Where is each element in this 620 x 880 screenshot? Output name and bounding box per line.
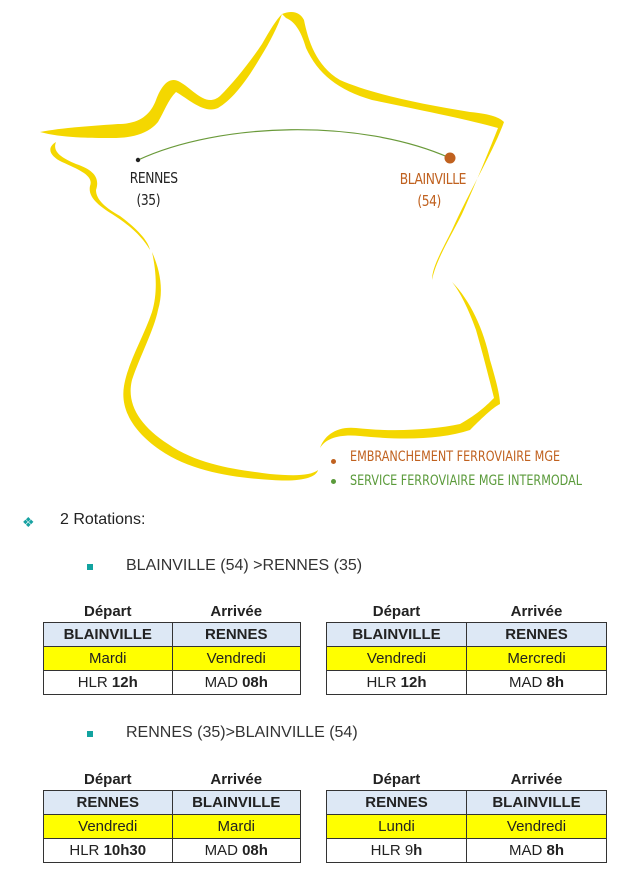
time-value: 12h xyxy=(111,674,138,691)
col-depart: Départ xyxy=(372,602,421,620)
depart-city: RENNES xyxy=(327,791,467,815)
depart-time xyxy=(327,671,467,695)
col-arrivee: Arrivée xyxy=(510,770,563,788)
city-name: BLAINVILLE xyxy=(399,170,467,188)
depart-time xyxy=(327,839,467,863)
col-depart: Départ xyxy=(83,602,132,620)
legend-embranchement: EMBRANCHEMENT FERROVIAIRE MGE xyxy=(350,449,561,465)
diamond-bullet-icon: ❖ xyxy=(22,514,35,530)
arrivee-time xyxy=(172,839,301,863)
time-value: 12h xyxy=(400,674,427,691)
col-arrivee: Arrivée xyxy=(210,602,263,620)
city-label-blainville xyxy=(396,168,470,212)
rotation-title: RENNES (35)>BLAINVILLE (54) xyxy=(126,724,358,741)
depart-time xyxy=(44,671,173,695)
legend-service: SERVICE FERROVIAIRE MGE INTERMODAL xyxy=(350,473,582,489)
time-prefix: MAD xyxy=(508,674,547,691)
time-prefix: MAD xyxy=(204,842,243,859)
route-line xyxy=(138,130,450,160)
square-bullet-icon xyxy=(87,731,93,737)
arrivee-day: Vendredi xyxy=(172,647,301,671)
arrivee-city: BLAINVILLE xyxy=(172,791,301,815)
square-bullet-icon xyxy=(87,564,93,570)
city-dept: (35) xyxy=(136,191,161,209)
schedule-table xyxy=(43,768,301,863)
arrivee-city: BLAINVILLE xyxy=(467,791,607,815)
col-arrivee: Arrivée xyxy=(210,770,263,788)
time-prefix: MAD xyxy=(508,842,547,859)
time-value: 8h xyxy=(546,842,564,859)
time-value: 08h xyxy=(242,842,268,859)
depart-city: RENNES xyxy=(44,791,173,815)
depart-city: BLAINVILLE xyxy=(44,623,173,647)
arrivee-time xyxy=(172,671,301,695)
city-label-rennes xyxy=(125,167,182,211)
arrivee-time xyxy=(467,839,607,863)
time-prefix: MAD xyxy=(204,674,243,691)
col-depart: Départ xyxy=(83,770,132,788)
depart-day: Vendredi xyxy=(44,815,173,839)
time-value: h xyxy=(413,842,423,859)
col-depart: Départ xyxy=(372,770,421,788)
arrivee-day: Vendredi xyxy=(467,815,607,839)
time-value: 10h30 xyxy=(103,842,147,859)
rotation-title: BLAINVILLE (54) >RENNES (35) xyxy=(126,557,363,574)
arrivee-time xyxy=(467,671,607,695)
time-value: 8h xyxy=(546,674,564,691)
time-prefix: HLR xyxy=(77,674,112,691)
depart-city: BLAINVILLE xyxy=(327,623,467,647)
col-arrivee: Arrivée xyxy=(510,602,563,620)
city-dept: (54) xyxy=(417,192,441,210)
blainville-marker xyxy=(445,153,456,164)
schedule-table xyxy=(43,600,301,695)
depart-time xyxy=(44,839,173,863)
time-value: 08h xyxy=(242,674,268,691)
time-prefix: HLR xyxy=(366,674,401,691)
depart-day: Vendredi xyxy=(327,647,467,671)
arrivee-day: Mercredi xyxy=(467,647,607,671)
rennes-marker xyxy=(136,158,140,162)
schedule-table xyxy=(326,600,607,695)
legend-dot-embranchement xyxy=(331,459,336,464)
section-title: 2 Rotations: xyxy=(60,511,146,528)
arrivee-day: Mardi xyxy=(172,815,301,839)
city-name: RENNES xyxy=(129,169,178,187)
france-outline xyxy=(40,12,504,481)
time-prefix: HLR xyxy=(69,842,104,859)
time-prefix: HLR 9 xyxy=(370,842,414,859)
arrivee-city: RENNES xyxy=(172,623,301,647)
legend-dot-service xyxy=(331,479,336,484)
depart-day: Mardi xyxy=(44,647,173,671)
schedule-table xyxy=(326,768,607,863)
depart-day: Lundi xyxy=(327,815,467,839)
arrivee-city: RENNES xyxy=(467,623,607,647)
